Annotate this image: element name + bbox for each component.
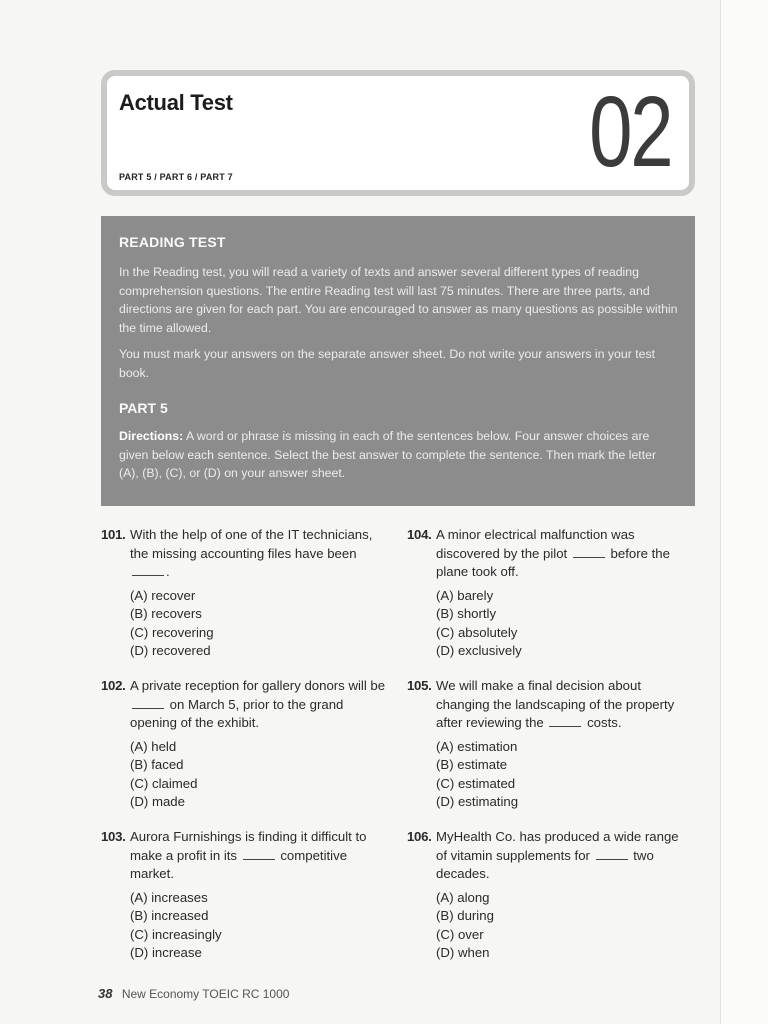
question-101 — [101, 526, 387, 661]
option-a: (A) increases — [130, 889, 208, 905]
answer-blank — [243, 849, 275, 860]
answer-blank — [596, 849, 628, 860]
question-102 — [101, 677, 387, 812]
option-b: (B) shortly — [436, 606, 497, 621]
part-heading: PART 5 — [119, 400, 168, 416]
page-edge — [720, 0, 768, 1024]
question-103 — [101, 828, 387, 963]
test-number: 02 — [588, 76, 671, 188]
answer-blank — [132, 698, 164, 709]
option-c: (C) increasingly — [130, 926, 222, 942]
question-number: 103. — [101, 829, 126, 844]
question-106 — [407, 828, 693, 963]
option-d: (D) recovered — [130, 643, 211, 658]
reading-intro-paragraph: In the Reading test, you will read a variety of texts and answer several different types of reading comprehension questions. The entire Reading test will last 75 minutes. There are three parts, and directions are given for each part. You are encouraged to answer as many questions as possible within the time allowed. — [119, 265, 678, 335]
question-stem: With the help of one of the IT technicians, the missing accounting files have been . — [130, 527, 373, 579]
option-d: (D) estimating — [436, 794, 519, 809]
option-c: (C) estimated — [436, 775, 516, 791]
page-footer — [98, 986, 289, 1001]
option-d: (D) exclusively — [436, 643, 522, 658]
test-title: Actual Test — [119, 90, 233, 115]
option-d: (D) increase — [130, 945, 202, 960]
option-b: (B) increased — [130, 908, 209, 923]
question-stem: MyHealth Co. has produced a wide range of vitamin supplements for two decades. — [436, 829, 679, 881]
option-c: (C) over — [436, 926, 484, 942]
option-a: (A) held — [130, 738, 177, 754]
option-a: (A) recover — [130, 587, 196, 603]
question-number: 102. — [101, 678, 126, 693]
directions-label: Directions: — [119, 429, 184, 443]
question-105 — [407, 677, 693, 812]
option-c: (C) absolutely — [436, 624, 518, 640]
question-104 — [407, 526, 693, 661]
question-number: 104. — [407, 527, 432, 542]
question-number: 105. — [407, 678, 432, 693]
option-c: (C) claimed — [130, 775, 198, 791]
directions-paragraph — [119, 427, 679, 483]
option-b: (B) recovers — [130, 606, 202, 621]
option-c: (C) recovering — [130, 624, 214, 640]
option-b: (B) during — [436, 908, 494, 923]
question-stem: A minor electrical malfunction was discovered by the pilot before the plane took off. — [436, 527, 670, 579]
parts-breadcrumb: PART 5 / PART 6 / PART 7 — [119, 172, 233, 182]
option-d: (D) when — [436, 945, 490, 960]
page-number: 38 — [98, 986, 113, 1001]
option-d: (D) made — [130, 794, 185, 809]
answer-blank — [132, 565, 164, 576]
option-b: (B) faced — [130, 757, 184, 772]
book-title: New Economy TOEIC RC 1000 — [121, 987, 290, 1001]
question-stem: We will make a final decision about changing the landscaping of the property after reviewing the costs. — [436, 678, 675, 730]
reading-test-heading: READING TEST — [119, 234, 226, 250]
option-a: (A) along — [436, 889, 490, 905]
option-a: (A) barely — [436, 587, 494, 603]
reading-instructions-panel — [101, 216, 695, 506]
option-b: (B) estimate — [436, 757, 508, 772]
question-stem: A private reception for gallery donors will be on March 5, prior to the grand opening of the exhibit. — [130, 678, 386, 730]
option-a: (A) estimation — [436, 738, 518, 754]
question-number: 106. — [407, 829, 432, 844]
question-stem: Aurora Furnishings is finding it difficult to make a profit in its competitive market. — [130, 829, 367, 881]
question-number: 101. — [101, 527, 126, 542]
directions-text: A word or phrase is missing in each of the sentences below. Four answer choices are given below each sentence. Select the best answer to complete the sentence. Then mark the letter (A), (B), (C), or (D) on your answer sheet. — [119, 429, 657, 480]
answer-blank — [549, 716, 581, 727]
answer-blank — [573, 547, 605, 558]
answer-sheet-paragraph: You must mark your answers on the separate answer sheet. Do not write your answers in your test book. — [119, 347, 656, 380]
test-header — [101, 70, 695, 196]
